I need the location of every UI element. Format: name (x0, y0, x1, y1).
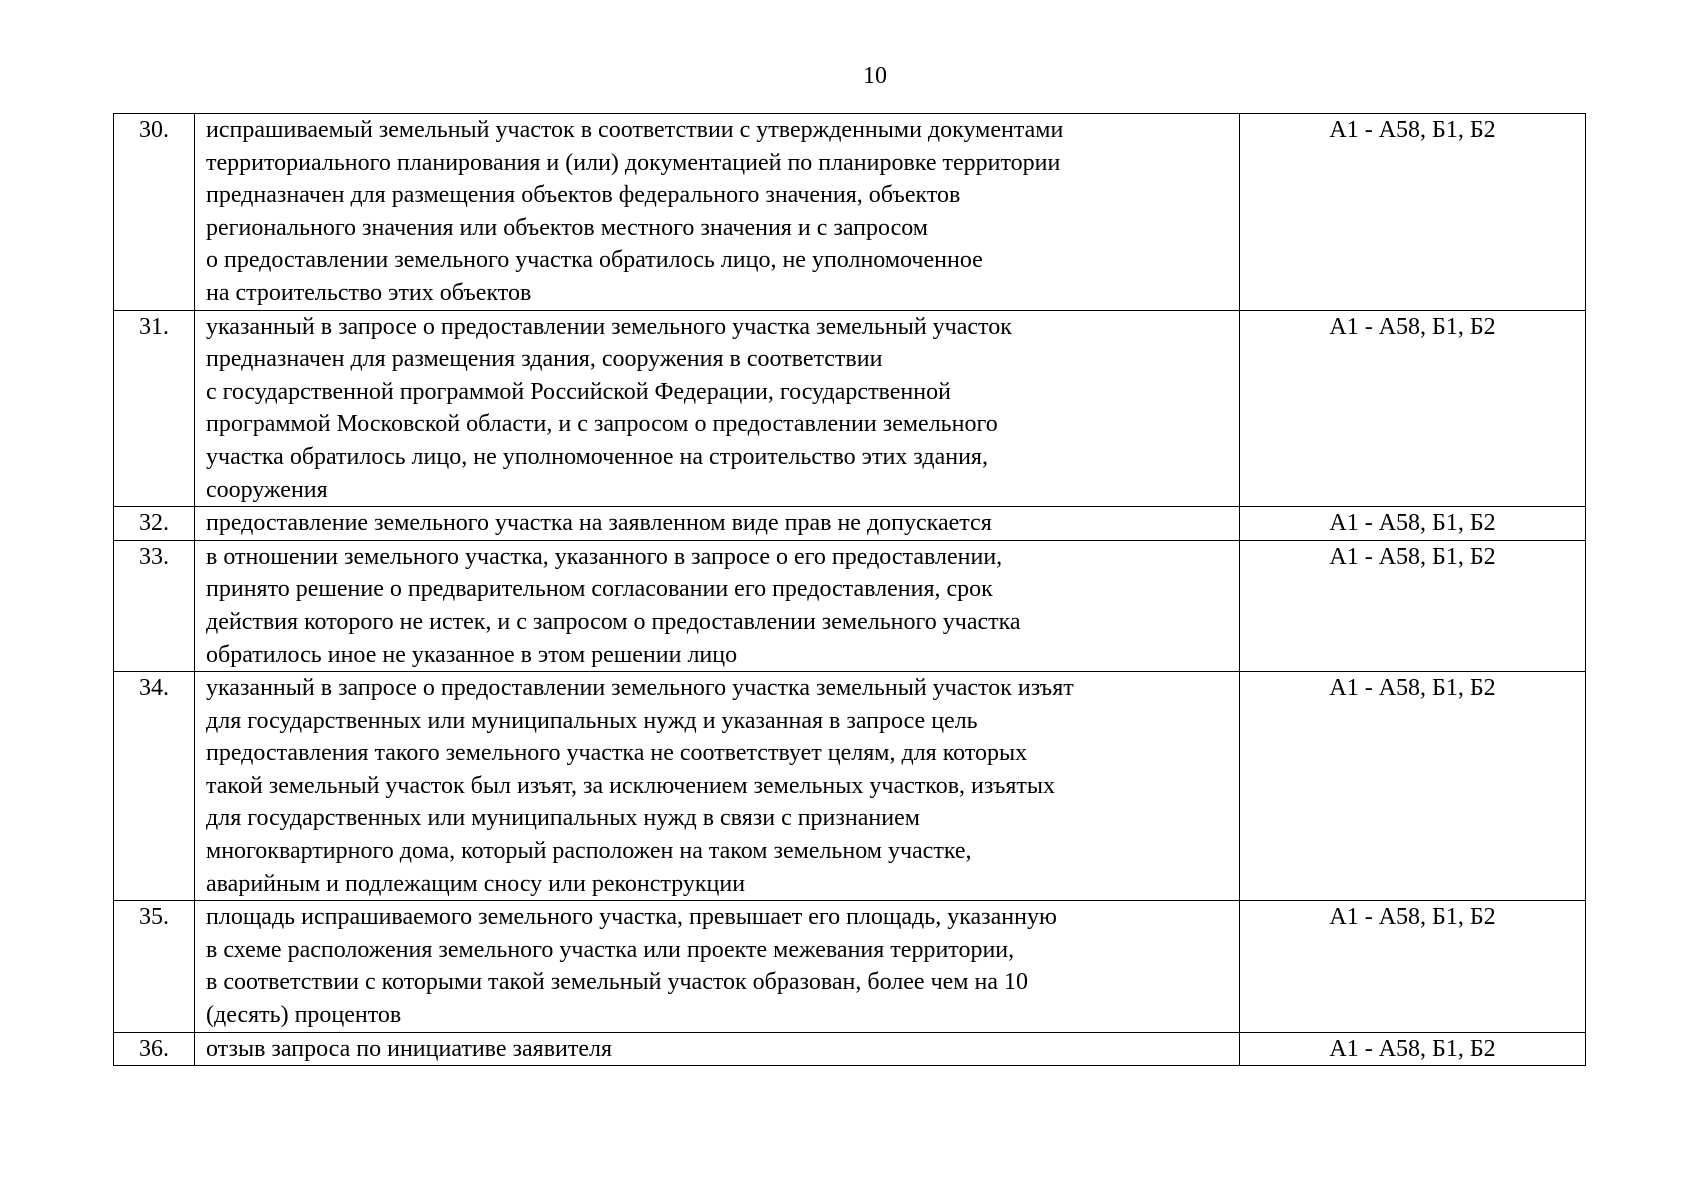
row-number: 31. (114, 310, 195, 507)
table-row (114, 672, 1586, 901)
text-line: для государственных или муниципальных нужд и указанная в запросе цель (206, 707, 978, 734)
row-text (195, 672, 1240, 901)
text-line: предназначен для размещения здания, сооружения в соответствии (206, 346, 883, 373)
text-line: в соответствии с которыми такой земельный участок образован, более чем на 10 (206, 969, 1028, 996)
table-row (114, 1032, 1586, 1066)
table-row (114, 114, 1586, 311)
row-codes: А1 - А58, Б1, Б2 (1240, 310, 1586, 507)
row-text (195, 507, 1240, 541)
table-row (114, 310, 1586, 507)
row-number: 32. (114, 507, 195, 541)
text-line: (десять) процентов (206, 1002, 402, 1029)
text-line: предоставление земельного участка на заявленном виде прав не допускается (206, 510, 992, 537)
text-line: регионального значения или объектов местного значения и с запросом (206, 214, 928, 241)
table-row (114, 540, 1586, 671)
text-line: с государственной программой Российской Федерации, государственной (206, 378, 951, 405)
row-text (195, 310, 1240, 507)
text-line: указанный в запросе о предоставлении земельного участка земельный участок изъят (206, 675, 1074, 702)
row-number: 30. (114, 114, 195, 311)
row-text (195, 1032, 1240, 1066)
text-line: площадь испрашиваемого земельного участка, превышает его площадь, указанную (206, 904, 1057, 931)
text-line: в отношении земельного участка, указанного в запросе о его предоставлении, (206, 543, 1003, 570)
text-line: указанный в запросе о предоставлении земельного участка земельный участок (206, 313, 1012, 340)
text-line: предоставления такого земельного участка не соответствует целям, для которых (206, 740, 1028, 767)
row-codes: А1 - А58, Б1, Б2 (1240, 901, 1586, 1032)
grounds-table (113, 113, 1586, 1066)
text-line: на строительство этих объектов (206, 279, 532, 306)
row-number: 35. (114, 901, 195, 1032)
text-line: испрашиваемый земельный участок в соответствии с утвержденными документами (206, 117, 1064, 143)
row-codes: А1 - А58, Б1, Б2 (1240, 114, 1586, 311)
text-line: многоквартирного дома, который расположен на таком земельном участке, (206, 838, 972, 865)
row-text (195, 901, 1240, 1032)
table-row (114, 901, 1586, 1032)
row-number: 34. (114, 672, 195, 901)
table-body (114, 114, 1586, 1066)
table-row (114, 507, 1586, 541)
row-text (195, 540, 1240, 671)
text-line: в схеме расположения земельного участка или проекте межевания территории, (206, 936, 1015, 963)
text-line: обратилось иное не указанное в этом решении лицо (206, 641, 738, 668)
row-text (195, 114, 1240, 311)
text-line: территориального планирования и (или) документацией по планировке территории (206, 149, 1061, 176)
text-line: сооружения (206, 476, 328, 503)
row-codes: А1 - А58, Б1, Б2 (1240, 1032, 1586, 1066)
text-line: участка обратилось лицо, не уполномоченное на строительство этих здания, (206, 443, 988, 470)
row-number: 36. (114, 1032, 195, 1066)
row-codes: А1 - А58, Б1, Б2 (1240, 507, 1586, 541)
text-line: аварийным и подлежащим сносу или реконструкции (206, 870, 746, 897)
row-number: 33. (114, 540, 195, 671)
page-number: 10 (863, 63, 887, 89)
row-codes: А1 - А58, Б1, Б2 (1240, 540, 1586, 671)
text-line: принято решение о предварительном согласовании его предоставления, срок (206, 576, 993, 603)
text-line: для государственных или муниципальных нужд в связи с признанием (206, 805, 920, 832)
text-line: действия которого не истек, и с запросом о предоставлении земельного участка (206, 608, 1021, 635)
text-line: программой Московской области, и с запросом о предоставлении земельного (206, 411, 998, 438)
row-codes: А1 - А58, Б1, Б2 (1240, 672, 1586, 901)
text-line: отзыв запроса по инициативе заявителя (206, 1035, 613, 1062)
text-line: такой земельный участок был изъят, за исключением земельных участков, изъятых (206, 772, 1055, 799)
text-line: о предоставлении земельного участка обратилось лицо, не уполномоченное (206, 247, 983, 274)
text-line: предназначен для размещения объектов федерального значения, объектов (206, 182, 961, 209)
